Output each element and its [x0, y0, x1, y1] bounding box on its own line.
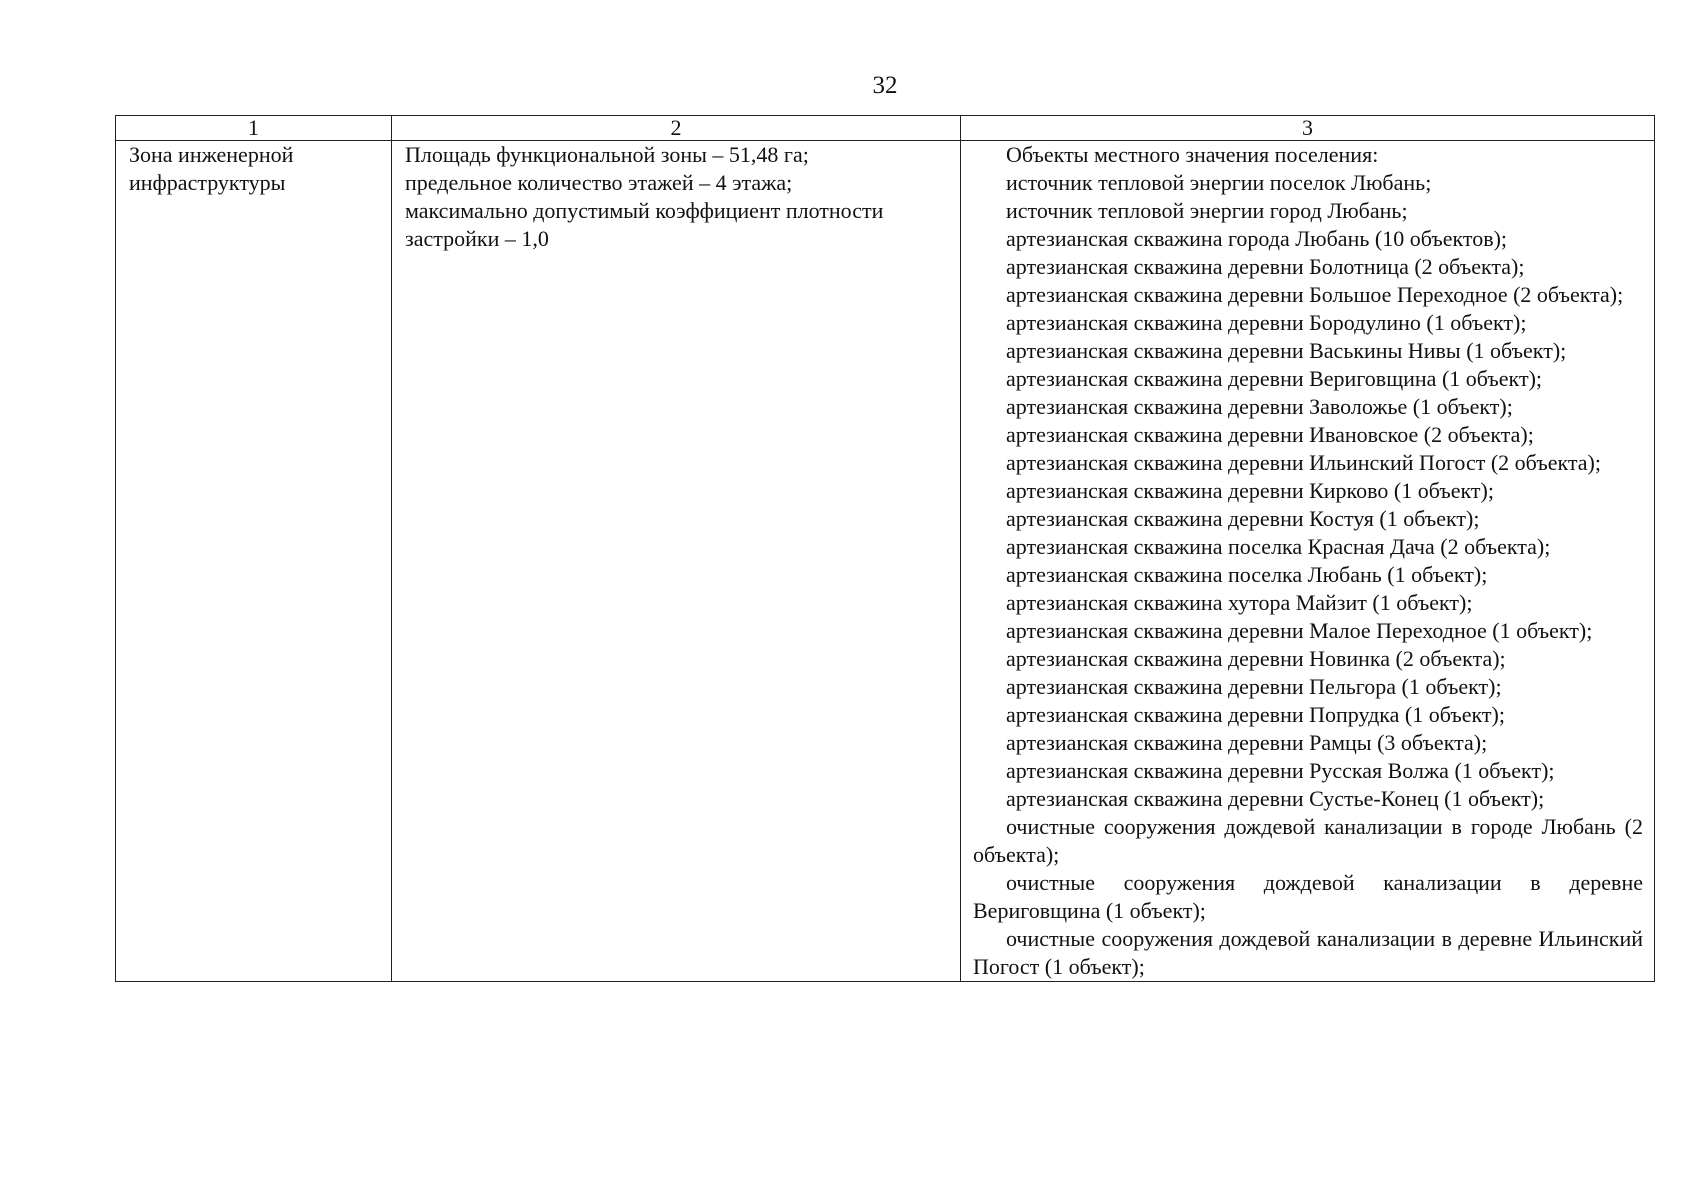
- object-item: артезианская скважина поселка Любань (1 объект);: [1006, 562, 1488, 587]
- zone-name-line: Зона инженерной: [129, 142, 294, 167]
- objects-heading: Объекты местного значения поселения:: [1006, 142, 1379, 167]
- object-item: артезианская скважина деревни Большое Переходное (2 объекта);: [1006, 282, 1624, 307]
- parameter-line: максимально допустимый коэффициент плотности: [405, 198, 884, 223]
- column-header-2: 2: [392, 116, 961, 141]
- zone-name-line: инфраструктуры: [129, 170, 286, 195]
- object-item: артезианская скважина деревни Попрудка (1 объект);: [1006, 702, 1505, 727]
- object-item: артезианская скважина деревни Ильинский Погост (2 объекта);: [1006, 450, 1601, 475]
- object-item: артезианская скважина деревни Русская Волжа (1 объект);: [1006, 758, 1555, 783]
- object-item: артезианская скважина хутора Майзит (1 объект);: [1006, 590, 1473, 615]
- object-item: артезианская скважина деревни Болотница (2 объекта);: [1006, 254, 1525, 279]
- parameter-line: застройки – 1,0: [405, 226, 549, 251]
- object-item: артезианская скважина деревни Заволожье (1 объект);: [1006, 394, 1513, 419]
- object-item: очистные сооружения дождевой канализации в деревне Ильинский Погост (1 объект);: [973, 926, 1643, 979]
- object-item: источник тепловой энергии поселок Любань;: [1006, 170, 1432, 195]
- parameter-line: предельное количество этажей – 4 этажа;: [405, 170, 793, 195]
- page-number: 32: [872, 72, 898, 99]
- object-item: артезианская скважина деревни Васькины Нивы (1 объект);: [1006, 338, 1567, 363]
- object-item: артезианская скважина поселка Красная Дача (2 объекта);: [1006, 534, 1551, 559]
- objects-cell: [961, 141, 1655, 982]
- functional-zones-table: [115, 115, 1655, 982]
- zone-name-cell: [116, 141, 392, 982]
- object-item: артезианская скважина деревни Бородулино (1 объект);: [1006, 310, 1527, 335]
- object-item: артезианская скважина деревни Костуя (1 объект);: [1006, 506, 1480, 531]
- table-header-row: [116, 116, 1655, 141]
- object-item: артезианская скважина деревни Ивановское (2 объекта);: [1006, 422, 1534, 447]
- object-item: очистные сооружения дождевой канализации в городе Любань (2 объекта);: [973, 814, 1643, 867]
- object-item: артезианская скважина деревни Вериговщина (1 объект);: [1006, 366, 1543, 391]
- column-header-1: 1: [116, 116, 392, 141]
- object-item: артезианская скважина города Любань (10 объектов);: [1006, 226, 1508, 251]
- object-item: очистные сооружения дождевой канализации в деревне Вериговщина (1 объект);: [973, 870, 1643, 923]
- object-item: артезианская скважина деревни Сустье-Конец (1 объект);: [1006, 786, 1545, 811]
- object-item: артезианская скважина деревни Рамцы (3 объекта);: [1006, 730, 1488, 755]
- object-item: артезианская скважина деревни Кирково (1 объект);: [1006, 478, 1494, 503]
- parameter-line: Площадь функциональной зоны – 51,48 га;: [405, 142, 809, 167]
- table-row: [116, 141, 1655, 982]
- object-item: артезианская скважина деревни Новинка (2 объекта);: [1006, 646, 1506, 671]
- object-item: артезианская скважина деревни Малое Переходное (1 объект);: [1006, 618, 1593, 643]
- zone-parameters-cell: [392, 141, 961, 982]
- object-item: артезианская скважина деревни Пельгора (1 объект);: [1006, 674, 1502, 699]
- object-item: источник тепловой энергии город Любань;: [1006, 198, 1408, 223]
- column-header-3: 3: [961, 116, 1655, 141]
